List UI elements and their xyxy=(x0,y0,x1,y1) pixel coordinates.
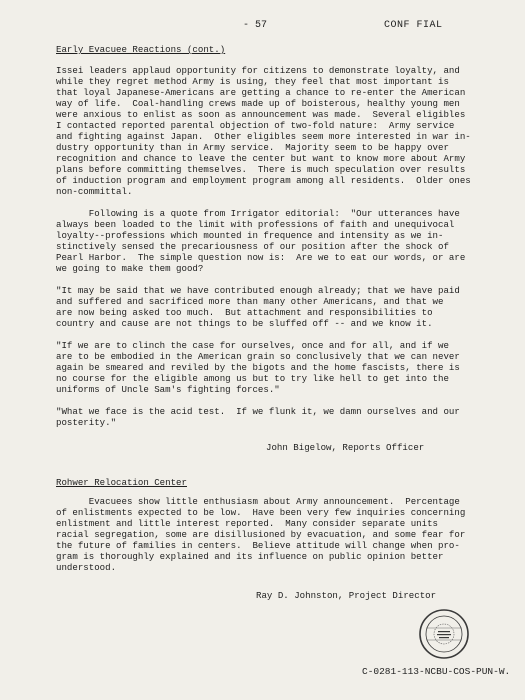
text-line: that loyal Japanese-Americans are getting a chance to re-enter the American xyxy=(56,87,466,98)
text-line: always been loaded to the limit with professions of faith and unequivocal xyxy=(56,219,455,230)
section-heading-rohwer-relocation-center: Rohwer Relocation Center xyxy=(56,477,187,488)
archives-seal-icon xyxy=(418,608,470,660)
text-line: no course for the eligible among us but to try like hell to get into the xyxy=(56,373,449,384)
classification-stamp: CONF FIAL xyxy=(384,20,443,31)
text-line: were anxious to enlist as soon as announcement was made. Several eligibles xyxy=(56,109,466,120)
text-line: of induction program and employment program among all residents. Older ones xyxy=(56,175,471,186)
text-line: plans before committing themselves. There is much speculation over results xyxy=(56,164,466,175)
text-line: enlistment and little interest reported. Many consider separate units xyxy=(56,518,438,529)
text-line: the future of families in centers. Believe attitude will change when pro- xyxy=(56,540,460,551)
document-reference-code: C-0281-113-NCBU-COS-PUN-W. xyxy=(362,666,511,677)
section-heading-early-evacuee-reactions: Early Evacuee Reactions (cont.) xyxy=(56,44,226,55)
text-line: Issei leaders applaud opportunity for citizens to demonstrate loyalty, and xyxy=(56,65,460,76)
text-line: are to be embodied in the American grain so conclusively that we can never xyxy=(56,351,460,362)
text-line: again be smeared and reviled by the bigots and the home fascists, there is xyxy=(56,362,460,373)
text-line: I contacted reported parental objection of two-fold nature: Army service xyxy=(56,120,455,131)
text-line: Evacuees show little enthusiasm about Army announcement. Percentage xyxy=(56,496,460,507)
text-line: way of life. Coal-handling crews made up of boisterous, healthy young men xyxy=(56,98,460,109)
text-line: "It may be said that we have contributed enough already; that we have paid xyxy=(56,285,460,296)
text-line: recognition and chance to leave the center but want to know more about Army xyxy=(56,153,466,164)
text-line: understood. xyxy=(56,562,117,573)
text-line: "What we face is the acid test. If we flunk it, we damn ourselves and our xyxy=(56,406,460,417)
text-line: Following is a quote from Irrigator editorial: "Our utterances have xyxy=(56,208,460,219)
text-line: uniforms of Uncle Sam's fighting forces." xyxy=(56,384,280,395)
text-line: and suffered and sacrificed more than many other Americans, and that we xyxy=(56,296,444,307)
signature-project-director: Ray D. Johnston, Project Director xyxy=(256,590,437,601)
text-line: we going to make them good? xyxy=(56,263,204,274)
text-line: of enlistments expected to be low. Have been very few inquiries concerning xyxy=(56,507,466,518)
text-line: stinctively sensed the precariousness of our position after the shock of xyxy=(56,241,449,252)
text-line: while they regret method Army is using, they feel that most important is xyxy=(56,76,449,87)
text-line: dustry opportunity than in Army service. Majority seem to be happy over xyxy=(56,142,449,153)
text-line: posterity." xyxy=(56,417,117,428)
text-line: "If we are to clinch the case for ourselves, once and for all, and if we xyxy=(56,340,449,351)
text-line: loyalty--professions which mounted in frequence and intensity as we in- xyxy=(56,230,444,241)
text-line: are now being asked too much. But attachment and responsibilities to xyxy=(56,307,433,318)
text-line: non-committal. xyxy=(56,186,133,197)
text-line: country and cause are not things to be sluffed off -- and we know it. xyxy=(56,318,433,329)
signature-reports-officer: John Bigelow, Reports Officer xyxy=(266,442,425,453)
text-line: racial segregation, some are disillusioned by evacuation, and some fear for xyxy=(56,529,466,540)
text-line: gram is thoroughly explained and its influence on public opinion better xyxy=(56,551,444,562)
page-number: - 57 xyxy=(243,20,268,31)
text-line: Pearl Harbor. The simple question now is: Are we to eat our words, or are xyxy=(56,252,466,263)
text-line: and fighting against Japan. Other eligibles seem more interested in war in- xyxy=(56,131,471,142)
